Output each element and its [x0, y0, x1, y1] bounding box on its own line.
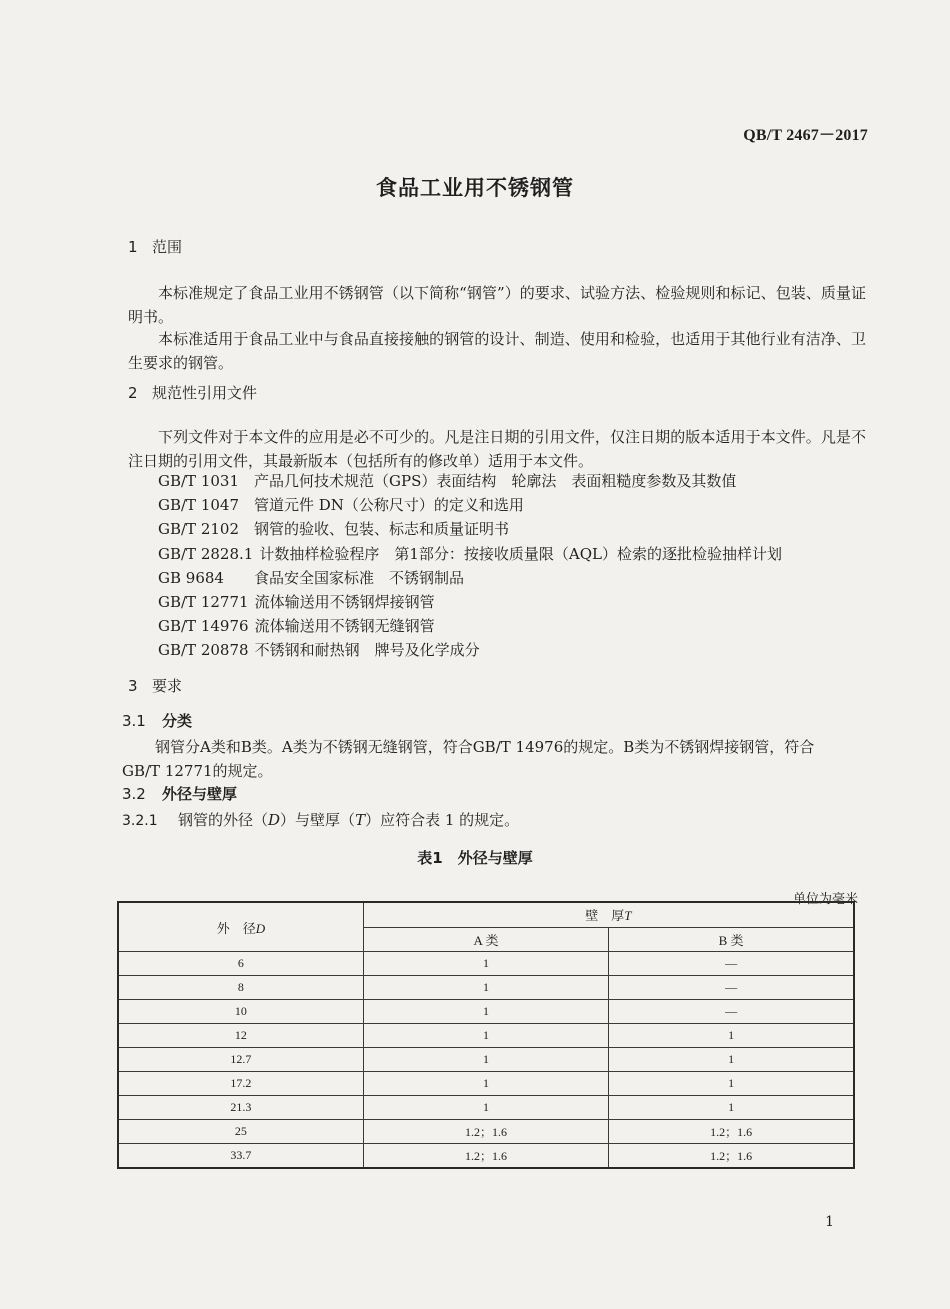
reference-title: 钢管的验收、包装、标志和质量证明书 [254, 520, 510, 538]
reference-item [158, 615, 435, 636]
reference-code: GB/T 2828.1 [158, 545, 254, 563]
subsection-number: 3.1 [122, 712, 146, 730]
reference-item [158, 639, 480, 660]
table-cell-b: 1.2；1.6 [609, 1120, 854, 1144]
reference-code: GB/T 2102 [158, 520, 240, 538]
table-cell-a: 1 [363, 976, 608, 1000]
column-header-wall-thickness [363, 902, 854, 927]
table-cell-a: 1 [363, 1072, 608, 1096]
table-cell-od: 8 [118, 976, 363, 1000]
table-body [118, 952, 854, 1169]
table-cell-b: 1.2；1.6 [609, 1144, 854, 1169]
clause-text-pre: 钢管的外径（ [178, 811, 269, 829]
subsection-number: 3.2 [122, 785, 146, 803]
table-row [118, 1120, 854, 1144]
reference-code: GB/T 20878 [158, 641, 249, 659]
table-row [118, 1144, 854, 1169]
standard-code: QB/T 2467－2017 [743, 127, 868, 144]
reference-code: GB/T 12771 [158, 593, 249, 611]
reference-item [158, 518, 509, 539]
reference-item [158, 470, 736, 491]
reference-item [158, 591, 435, 612]
table-cell-a: 1 [363, 1096, 608, 1120]
reference-title: 食品安全国家标准 不锈钢制品 [254, 569, 465, 587]
reference-title: 流体输送用不锈钢无缝钢管 [254, 617, 435, 635]
subsection-title: 外径与壁厚 [162, 785, 238, 803]
reference-title: 计数抽样检验程序 第1部分：按接收质量限（AQL）检索的逐批检验抽样计划 [259, 545, 782, 563]
reference-title: 管道元件 DN（公称尺寸）的定义和选用 [254, 496, 524, 514]
subsection-title: 分类 [162, 712, 193, 730]
table-cell-od: 21.3 [118, 1096, 363, 1120]
table-row [118, 976, 854, 1000]
table-cell-b: — [609, 1000, 854, 1024]
reference-item [158, 567, 464, 588]
table-cell-b: 1 [609, 1096, 854, 1120]
clause-number: 3.2.1 [122, 813, 158, 829]
reference-item [158, 543, 782, 564]
table-cell-od: 6 [118, 952, 363, 976]
section-2-heading [128, 382, 257, 403]
table-cell-a: 1 [363, 952, 608, 976]
table-cell-b: 1 [609, 1072, 854, 1096]
reference-code: GB/T 1031 [158, 472, 240, 490]
table-cell-a: 1 [363, 1000, 608, 1024]
table-cell-od: 25 [118, 1120, 363, 1144]
section-3-heading [128, 675, 182, 696]
reference-item [158, 494, 524, 515]
table-row [118, 1048, 854, 1072]
section-1-paragraph-2: 本标准适用于食品工业中与食品直接接触的钢管的设计、制造、使用和检验，也适用于其他行业有洁净、卫生要求的钢管。 [128, 330, 866, 372]
section-1-paragraph-1: 本标准规定了食品工业用不锈钢管（以下简称“钢管”）的要求、试验方法、检验规则和标记、包装、质量证明书。 [128, 284, 866, 326]
table-cell-od: 12 [118, 1024, 363, 1048]
section-number: 2 [128, 384, 138, 402]
subsection-3-1-line-2: GB/T 12771的规定。 [122, 762, 273, 780]
reference-code: GB 9684 [158, 569, 224, 587]
clause-text-post: ）应符合表 1 的规定。 [365, 811, 520, 829]
header-symbol: T [624, 908, 632, 924]
table-cell-b: — [609, 952, 854, 976]
reference-title: 流体输送用不锈钢焊接钢管 [254, 593, 435, 611]
document-title: 食品工业用不锈钢管 [376, 176, 574, 200]
clause-text-mid: ）与壁厚（ [280, 811, 356, 829]
header-symbol: D [255, 920, 266, 936]
subsection-3-1-line-1: 钢管分A类和B类。A类为不锈钢无缝钢管，符合GB/T 14976的规定。B类为不锈钢焊接钢管，符合 [155, 738, 815, 756]
header-label: 壁 厚 [585, 908, 625, 924]
section-number: 3 [128, 677, 138, 695]
section-title: 要求 [152, 677, 183, 695]
section-1-heading [128, 236, 182, 257]
table-row [118, 1024, 854, 1048]
page-number: 1 [825, 1214, 834, 1230]
column-header-outer-diameter [118, 902, 363, 952]
table-row [118, 1000, 854, 1024]
table-cell-od: 12.7 [118, 1048, 363, 1072]
table-cell-od: 33.7 [118, 1144, 363, 1169]
section-number: 1 [128, 238, 138, 256]
symbol-t: T [355, 811, 366, 829]
table-cell-a: 1 [363, 1048, 608, 1072]
section-title: 范围 [152, 238, 183, 256]
symbol-d: D [268, 811, 281, 829]
header-label: 外 径 [216, 920, 256, 936]
reference-code: GB/T 14976 [158, 617, 249, 635]
table-cell-b: — [609, 976, 854, 1000]
subsection-3-1-heading [122, 710, 192, 731]
table-cell-a: 1 [363, 1024, 608, 1048]
subsection-3-2-heading [122, 783, 237, 804]
table-title: 表1 外径与壁厚 [417, 849, 533, 867]
reference-title: 产品几何技术规范（GPS）表面结构 轮廓法 表面粗糙度参数及其数值 [254, 472, 737, 490]
reference-title: 不锈钢和耐热钢 牌号及化学成分 [254, 641, 480, 659]
column-header-class-a: A 类 [363, 927, 608, 951]
table-cell-od: 10 [118, 1000, 363, 1024]
table-cell-a: 1.2；1.6 [363, 1144, 608, 1169]
subsection-3-2-1 [122, 808, 519, 833]
table-row [118, 1096, 854, 1120]
table-row [118, 952, 854, 976]
table-cell-b: 1 [609, 1048, 854, 1072]
column-header-class-b: B 类 [609, 927, 854, 951]
table-cell-od: 17.2 [118, 1072, 363, 1096]
dimension-table [117, 901, 855, 1169]
table-row [118, 1072, 854, 1096]
table-unit-label: 单位为毫米 [792, 892, 858, 907]
reference-code: GB/T 1047 [158, 496, 240, 514]
section-2-paragraph: 下列文件对于本文件的应用是必不可少的。凡是注日期的引用文件，仅注日期的版本适用于本文件。凡是不注日期的引用文件，其最新版本（包括所有的修改单）适用于本文件。 [128, 428, 866, 470]
table-cell-a: 1.2；1.6 [363, 1120, 608, 1144]
section-title: 规范性引用文件 [152, 384, 258, 402]
table-cell-b: 1 [609, 1024, 854, 1048]
